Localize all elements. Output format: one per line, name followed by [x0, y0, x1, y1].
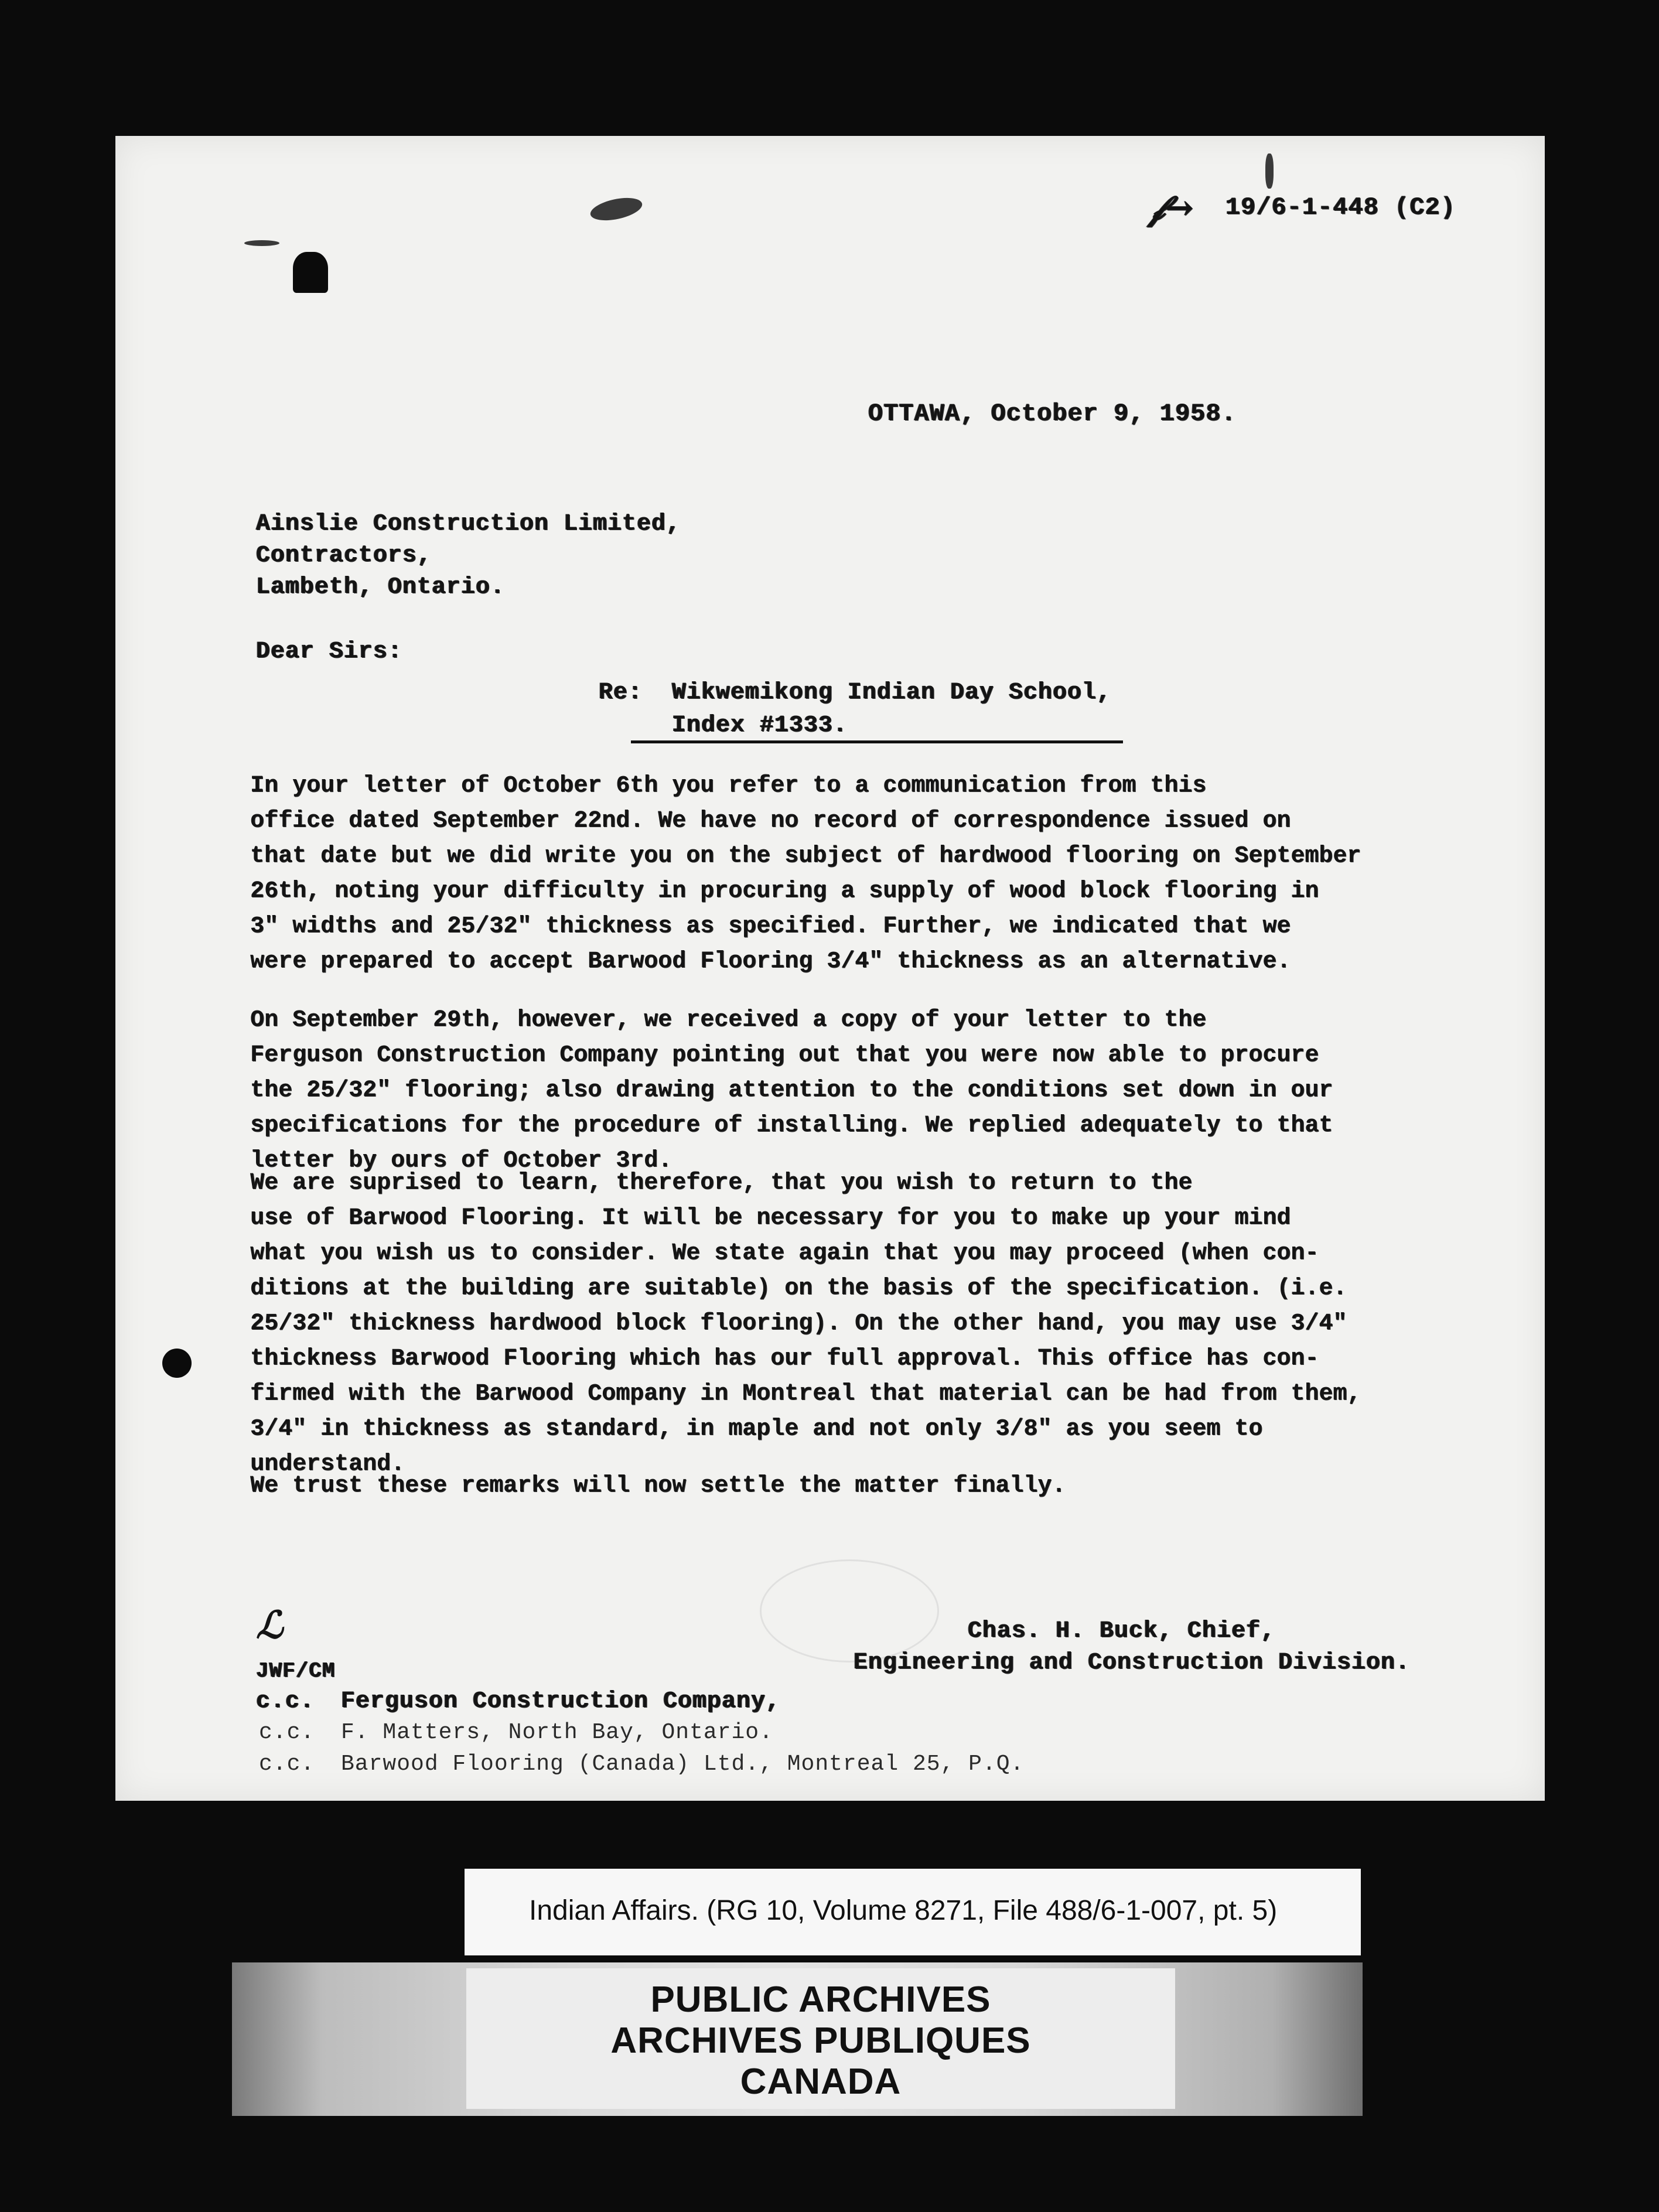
date-line: OTTAWA, October 9, 1958. [868, 400, 1237, 428]
ink-smudge [244, 240, 279, 246]
cc-recipient: F. Matters, North Bay, Ontario. [341, 1720, 773, 1745]
paragraph-3 [250, 1166, 1433, 1482]
paragraph-line: We are suprised to learn, therefore, that you wish to return to the [250, 1170, 1193, 1196]
signature-name: Chas. H. Buck, Chief, [968, 1618, 1276, 1644]
paragraph-line: understand. [250, 1451, 405, 1477]
paragraph-line: letter by ours of October 3rd. [250, 1148, 673, 1174]
cc-prefix: c.c. [256, 1688, 315, 1715]
paragraph-line: We trust these remarks will now settle the matter finally. [250, 1473, 1066, 1499]
paragraph-line: specifications for the procedure of installing. We replied adequately to that [250, 1112, 1333, 1139]
archive-label-slip [465, 1869, 1361, 1955]
archive-stamp [466, 1968, 1175, 2109]
paragraph-line: Ferguson Construction Company pointing out that you were now able to procure [250, 1042, 1319, 1069]
cc-prefix: c.c. [259, 1720, 315, 1745]
paragraph-line: the 25/32" flooring; also drawing attention to the conditions set down in our [250, 1077, 1333, 1104]
paragraph-line: that date but we did write you on the subject of hardwood flooring on September [250, 843, 1361, 869]
ink-smudge [588, 194, 644, 224]
paragraph-2 [250, 1003, 1433, 1179]
paragraph-line: firmed with the Barwood Company in Montreal that material can be had from them, [250, 1381, 1361, 1407]
archive-stamp-strip [232, 1962, 1363, 2116]
paragraph-line: what you wish us to consider. We state again that you may proceed (when con- [250, 1240, 1319, 1267]
paragraph-line: In your letter of October 6th you refer to a communication from this [250, 773, 1207, 799]
punch-hole-top [293, 252, 328, 293]
punch-hole-side [162, 1349, 192, 1378]
archive-stamp-line-3: CANADA [740, 2061, 902, 2102]
paragraph-line: 26th, noting your difficulty in procuring a supply of wood block flooring in [250, 878, 1319, 904]
ink-mark [1265, 153, 1274, 189]
re-line-1: Wikwemikong Indian Day School, [672, 680, 1112, 706]
re-line-2: Index #1333. [672, 712, 848, 739]
letter-page [115, 136, 1545, 1801]
cc-recipient: Ferguson Construction Company, [341, 1688, 781, 1715]
addressee-line-3: Lambeth, Ontario. [256, 574, 506, 600]
salutation: Dear Sirs: [256, 639, 403, 665]
re-underline [631, 740, 1123, 743]
archive-stamp-line-2: ARCHIVES PUBLIQUES [610, 2020, 1031, 2061]
cc-prefix: c.c. [259, 1752, 315, 1777]
handwritten-initials-mark: 𝒻→ [1149, 187, 1194, 227]
paragraph-line: thickness Barwood Flooring which has our full approval. This office has con- [250, 1346, 1319, 1372]
paragraph-line: 3" widths and 25/32" thickness as specified. Further, we indicated that we [250, 913, 1291, 940]
faint-stamp-impression [760, 1559, 939, 1663]
cc-recipient: Barwood Flooring (Canada) Ltd., Montreal 25, P.Q. [341, 1752, 1025, 1777]
addressee-line-2: Contractors, [256, 542, 432, 569]
archive-stamp-line-1: PUBLIC ARCHIVES [650, 1979, 991, 2020]
archive-label-text: Indian Affairs. (RG 10, Volume 8271, File 488/6-1-007, pt. 5) [529, 1895, 1278, 1926]
paragraph-line: use of Barwood Flooring. It will be necessary for you to make up your mind [250, 1205, 1291, 1231]
re-label: Re: [599, 680, 643, 706]
signature-title: Engineering and Construction Division. [854, 1650, 1411, 1676]
paragraph-line: On September 29th, however, we received a copy of your letter to the [250, 1007, 1207, 1033]
paragraph-line: office dated September 22nd. We have no record of correspondence issued on [250, 808, 1291, 834]
file-reference: 19/6-1-448 (C2) [1226, 193, 1456, 221]
paragraph-1 [250, 769, 1433, 979]
addressee-line-1: Ainslie Construction Limited, [256, 511, 681, 537]
paragraph-4 [250, 1469, 1433, 1504]
paragraph-line: were prepared to accept Barwood Flooring 3/4" thickness as an alternative. [250, 948, 1291, 975]
typist-initials: JWF/CM [256, 1659, 336, 1683]
paragraph-line: ditions at the building are suitable) on the basis of the specification. (i.e. [250, 1275, 1347, 1302]
paragraph-line: 3/4" in thickness as standard, in maple and not only 3/8" as you seem to [250, 1416, 1263, 1442]
handwritten-initials-icon: ℒ [256, 1603, 284, 1647]
paragraph-line: 25/32" thickness hardwood block flooring). On the other hand, you may use 3/4" [250, 1310, 1347, 1337]
